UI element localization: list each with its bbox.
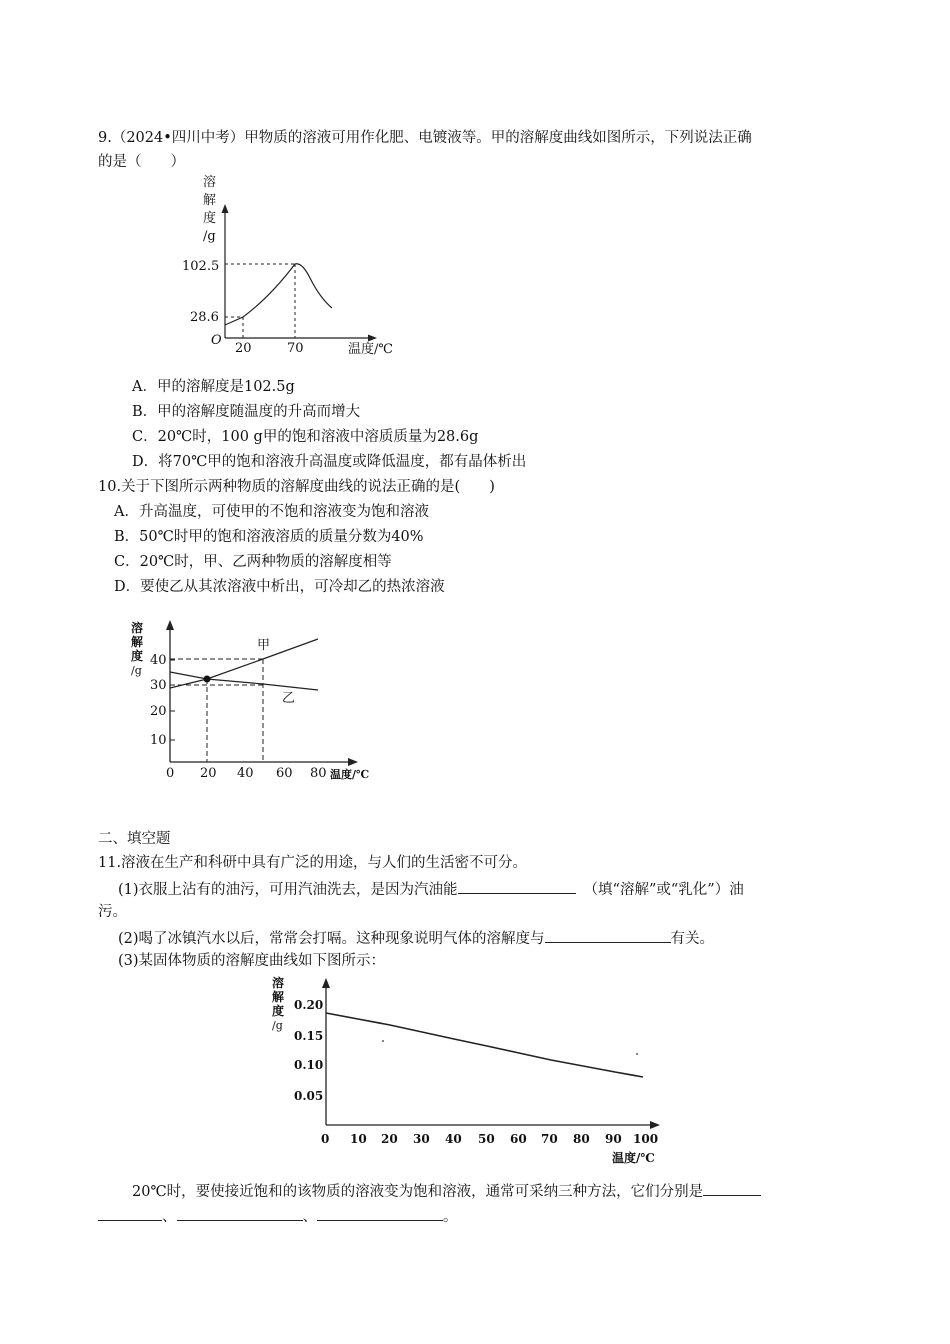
- q10-option-d: D．要使乙从其浓溶液中析出，可冷却乙的热浓溶液: [114, 579, 445, 595]
- q10-xtick-label: 80: [310, 766, 327, 781]
- q10-option-a: A．升高温度，可使甲的不饱和溶液变为饱和溶液: [114, 504, 429, 520]
- q11-blank-3a[interactable]: [703, 1180, 761, 1196]
- q9-ylabel-char: 溶: [203, 175, 217, 190]
- q9-y-arrow: [222, 204, 229, 213]
- q11-part4-sep: 、: [302, 1209, 317, 1225]
- q11-xtick-label: 20: [381, 1132, 398, 1146]
- q10-stem: 10.关于下图所示两种物质的溶解度曲线的说法正确的是( ): [98, 479, 495, 495]
- q9-x-arrow: [368, 335, 377, 342]
- q10-ylabel-char: 度: [131, 649, 144, 663]
- q9-xlabel: 温度/℃: [348, 342, 393, 357]
- q11-ylabel-char: 解: [272, 990, 285, 1004]
- q10-series-yi: [170, 672, 318, 690]
- q11-xtick-label: 100: [633, 1132, 659, 1146]
- q11-part2-end: 有关。: [670, 931, 715, 947]
- q10-ytick-label: 10: [150, 733, 167, 748]
- q11-xtick-label: 0: [321, 1132, 330, 1146]
- q11-speck: [636, 1053, 638, 1055]
- q9-xtick-label: 70: [287, 341, 304, 356]
- q9-option-a: A．甲的溶解度是102.5g: [132, 379, 295, 395]
- q10-ytick-label: 30: [150, 678, 167, 693]
- q9-ytick-label: 102.5: [182, 259, 220, 274]
- q11-xtick-label: 70: [541, 1132, 558, 1146]
- q9-ylabel-char: 度: [203, 211, 217, 226]
- q11-part4-sep: 、: [162, 1209, 177, 1225]
- q11-blank-2[interactable]: [545, 927, 671, 943]
- q11-intro: 11.溶液在生产和科研中具有广泛的用途，与人们的生活密不可分。: [98, 855, 528, 871]
- q11-part2-line: [118, 927, 714, 949]
- q11-xtick-label: 60: [510, 1132, 527, 1146]
- q11-part1-text: (1)衣服上沾有的油污，可用汽油洗去，是因为汽油能: [118, 882, 458, 898]
- q11-part4-end: 。: [443, 1209, 458, 1225]
- q11-y-arrow: [322, 978, 330, 988]
- q10-option-b: B．50℃时甲的饱和溶液溶质的质量分数为40%: [114, 529, 424, 545]
- q11-part1-end: 污。: [98, 904, 127, 920]
- q9-ytick-label: 28.6: [190, 310, 219, 325]
- q10-x-arrow: [348, 758, 358, 766]
- q11-ytick-label: 0.20: [294, 998, 324, 1012]
- q11-part4-line2: [98, 1205, 458, 1227]
- q10-xtick-label: 20: [200, 766, 217, 781]
- q9-stem-line1: 9.（2024•四川中考）甲物质的溶液可用作化肥、电镀液等。甲的溶解度曲线如图所示，下列说法正确: [98, 130, 752, 146]
- q11-ytick-label: 0.05: [294, 1089, 324, 1103]
- q11-xtick-label: 80: [573, 1132, 590, 1146]
- q11-part4-text: 20℃时，要使接近饱和的该物质的溶液变为饱和溶液，通常可采纳三种方法，它们分别是: [132, 1184, 704, 1200]
- q11-part2-text: (2)喝了冰镇汽水以后，常常会打嗝。这种现象说明气体的溶解度与: [118, 931, 545, 947]
- q11-xtick-label: 40: [445, 1132, 462, 1146]
- q9-origin-label: O: [211, 333, 222, 348]
- q11-part3: (3)某固体物质的溶解度曲线如下图所示：: [118, 953, 386, 969]
- q10-ytick-label: 40: [150, 653, 167, 668]
- q10-legend-yi: 乙: [282, 691, 296, 706]
- q11-xtick-label: 10: [350, 1132, 367, 1146]
- q10-y-arrow: [166, 620, 174, 630]
- q11-ytick-label: 0.15: [294, 1029, 324, 1043]
- q9-ylabel-char: 解: [203, 193, 217, 208]
- q9-series-line: [225, 264, 332, 325]
- q9-xtick-label: 20: [235, 341, 252, 356]
- q11-ytick-label: 0.10: [294, 1058, 324, 1072]
- section-title: 二、填空题: [98, 831, 171, 847]
- q11-part1-line: [118, 878, 744, 900]
- q10-ylabel-char: /g: [131, 664, 142, 677]
- q10-series-jia: [170, 639, 318, 688]
- q11-part1-hint: （填“溶解”或“乳化”）油: [583, 882, 744, 898]
- q11-x-arrow: [650, 1121, 660, 1129]
- q11-ylabel-char: /g: [272, 1019, 283, 1032]
- q9-stem-line2: 的是（ ）: [98, 154, 185, 170]
- q10-intersection-point: [204, 676, 211, 683]
- q11-part4-line: [132, 1180, 761, 1202]
- q9-option-d: D．将70℃甲的饱和溶液升高温度或降低温度，都有晶体析出: [132, 454, 527, 470]
- q10-xtick-label: 60: [276, 766, 293, 781]
- q10-ylabel-char: 解: [131, 635, 144, 649]
- q11-xtick-label: 30: [413, 1132, 430, 1146]
- q11-speck: [382, 1040, 384, 1042]
- q10-xlabel: 温度/℃: [330, 768, 370, 781]
- q9-ylabel-char: /g: [203, 229, 216, 244]
- q11-blank-5[interactable]: [317, 1205, 443, 1221]
- q10-xtick-label: 0: [166, 766, 175, 781]
- q11-xlabel: 温度/℃: [612, 1151, 655, 1165]
- q10-ylabel-char: 溶: [131, 621, 144, 635]
- q11-ylabel-char: 溶: [272, 976, 285, 990]
- q11-xtick-label: 90: [605, 1132, 622, 1146]
- q10-xtick-label: 40: [237, 766, 254, 781]
- q10-option-c: C．20℃时，甲、乙两种物质的溶解度相等: [114, 554, 392, 570]
- q9-option-c: C．20℃时，100 g甲的饱和溶液中溶质质量为28.6g: [132, 429, 479, 445]
- q10-legend-jia: 甲: [257, 638, 271, 653]
- q9-option-b: B．甲的溶解度随温度的升高而增大: [132, 404, 361, 420]
- q11-blank-4[interactable]: [177, 1205, 303, 1221]
- q11-ylabel-char: 度: [272, 1004, 285, 1018]
- q11-series-line: [326, 1013, 643, 1077]
- q10-ytick-label: 20: [150, 704, 167, 719]
- q11-blank-3b[interactable]: [98, 1205, 162, 1221]
- q11-xtick-label: 50: [478, 1132, 495, 1146]
- q11-blank-1[interactable]: [458, 878, 576, 894]
